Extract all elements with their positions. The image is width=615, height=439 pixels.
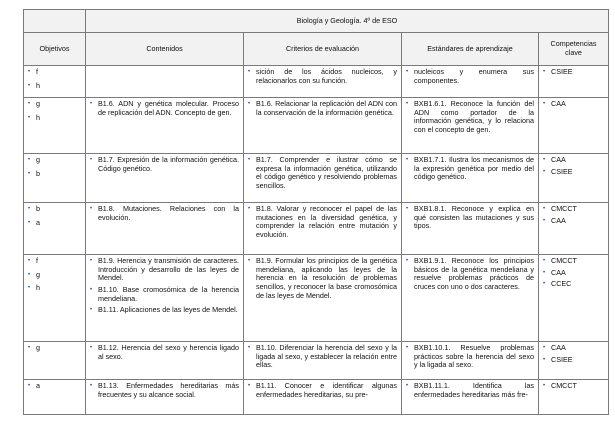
- table-row: [24, 66, 609, 98]
- criterios-list: [248, 344, 397, 370]
- list-item: • h: [28, 114, 81, 123]
- table-row: [24, 203, 609, 255]
- cell-criterios: [244, 154, 402, 203]
- list-item: • nucleicos y enumera sus componentes.: [406, 68, 534, 85]
- list-item: • BXB1.8.1. Reconoce y explica en qué consisten las mutaciones y sus tipos.: [406, 205, 534, 231]
- criterios-list: [248, 205, 397, 239]
- list-item: • CAA: [543, 269, 604, 278]
- cell-estandares: [402, 203, 539, 255]
- list-item: • B1.11. Aplicaciones de las leyes de Mendel.: [90, 306, 239, 315]
- list-item: • CMCCT: [543, 257, 604, 266]
- list-item: • CMCCT: [543, 382, 604, 391]
- competencias-list: [543, 382, 604, 391]
- header-criterios: Criterios de evaluación: [244, 33, 402, 66]
- table-row: [24, 342, 609, 380]
- cell-competencias: [539, 98, 609, 154]
- cell-estandares: [402, 98, 539, 154]
- competencias-list: [543, 156, 604, 176]
- header-objetivos: Objetivos: [24, 33, 86, 66]
- contenidos-list: [90, 382, 239, 399]
- list-item: • B1.7. Expresión de la información genética. Código genético.: [90, 156, 239, 173]
- list-item: • f: [28, 68, 81, 77]
- criterios-list: [248, 382, 397, 399]
- objetivos-list: [28, 382, 81, 391]
- cell-contenidos: [86, 255, 244, 342]
- list-item: • CSIEE: [543, 168, 604, 177]
- list-item: • a: [28, 382, 81, 391]
- list-item: • h: [28, 82, 81, 91]
- criterios-list: [248, 100, 397, 117]
- document-page: [23, 9, 609, 415]
- list-item: • B1.9. Formular los principios de la genética mendeliana, aplicando las leyes de la herencia en la resolución de problemas sencillos, y reconocer la base cromosómica de las leyes de Mendel.: [248, 257, 397, 300]
- cell-competencias: [539, 154, 609, 203]
- table-row: [24, 98, 609, 154]
- list-item: • B1.8. Valorar y reconocer el papel de las mutaciones en la diversidad genética, y comprender la relación entre mutación y evolución.: [248, 205, 397, 239]
- cell-criterios: [244, 380, 402, 415]
- header-contenidos: Contenidos: [86, 33, 244, 66]
- list-item: • CAA: [543, 100, 604, 109]
- cell-competencias: [539, 342, 609, 380]
- list-item: • B1.13. Enfermedades hereditarias más frecuentes y su alcance social.: [90, 382, 239, 399]
- list-item: • CAA: [543, 156, 604, 165]
- list-item: • BXB1.10.1. Resuelve problemas prácticos sobre la herencia del sexo y la ligada al sexo.: [406, 344, 534, 370]
- header-estandares: Estándares de aprendizaje: [402, 33, 539, 66]
- list-item: • CAA: [543, 217, 604, 226]
- list-item: • g: [28, 344, 81, 353]
- cell-contenidos: [86, 342, 244, 380]
- list-item: • B1.6. Relacionar la replicación del ADN con la conservación de la información genética.: [248, 100, 397, 117]
- cell-competencias: [539, 66, 609, 98]
- cell-competencias: [539, 203, 609, 255]
- competencias-list: [543, 100, 604, 109]
- cell-objetivos: [24, 154, 86, 203]
- cell-criterios: [244, 255, 402, 342]
- list-item: • B1.10. Base cromosómica de la herencia mendeliana.: [90, 286, 239, 303]
- cell-objetivos: [24, 203, 86, 255]
- list-item: • g: [28, 271, 81, 280]
- header-competencias: Competencias clave: [539, 33, 609, 66]
- cell-contenidos: [86, 98, 244, 154]
- list-item: • CSIEE: [543, 356, 604, 365]
- cell-contenidos: [86, 203, 244, 255]
- objetivos-list: [28, 257, 81, 293]
- contenidos-list: [90, 344, 239, 361]
- list-item: • f: [28, 257, 81, 266]
- estandares-list: [406, 68, 534, 85]
- criterios-list: [248, 68, 397, 85]
- list-item: • a: [28, 219, 81, 228]
- list-item: • B1.8. Mutaciones. Relaciones con la evolución.: [90, 205, 239, 222]
- list-item: • CAA: [543, 344, 604, 353]
- list-item: • sición de los ácidos nucleicos, y relacionarlos con su función.: [248, 68, 397, 85]
- list-item: • b: [28, 205, 81, 214]
- estandares-list: [406, 344, 534, 370]
- objetivos-list: [28, 344, 81, 353]
- list-item: • BXB1.6.1. Reconoce la función del ADN como portador de la información genética, y lo relaciona con el concepto de gen.: [406, 100, 534, 134]
- estandares-list: [406, 156, 534, 182]
- criterios-list: [248, 257, 397, 300]
- cell-criterios: [244, 66, 402, 98]
- cell-contenidos: [86, 380, 244, 415]
- cell-criterios: [244, 342, 402, 380]
- list-item: • B1.10. Diferenciar la herencia del sexo y la ligada al sexo, y establecer la relación entre ellas.: [248, 344, 397, 370]
- estandares-list: [406, 205, 534, 231]
- contenidos-list: [90, 257, 239, 315]
- list-item: • CSIEE: [543, 68, 604, 77]
- cell-estandares: [402, 380, 539, 415]
- list-item: • b: [28, 170, 81, 179]
- cell-criterios: [244, 98, 402, 154]
- cell-objetivos: [24, 66, 86, 98]
- estandares-list: [406, 100, 534, 134]
- table-row: [24, 380, 609, 415]
- competencias-list: [543, 205, 604, 225]
- list-item: • CCEC: [543, 280, 604, 289]
- contenidos-list: [90, 156, 239, 173]
- cell-contenidos: [86, 154, 244, 203]
- cell-objetivos: [24, 342, 86, 380]
- cell-estandares: [402, 342, 539, 380]
- curriculum-table: [23, 9, 609, 415]
- cell-estandares: [402, 255, 539, 342]
- cell-competencias: [539, 380, 609, 415]
- cell-objetivos: [24, 380, 86, 415]
- cell-objetivos: [24, 98, 86, 154]
- cell-estandares: [402, 66, 539, 98]
- list-item: • g: [28, 156, 81, 165]
- table-header-row: [24, 33, 609, 66]
- competencias-list: [543, 257, 604, 289]
- contenidos-list: [90, 100, 239, 117]
- cell-contenidos: [86, 66, 244, 98]
- list-item: • B1.7. Comprender e ilustrar cómo se expresa la información genética, utilizando el código genético y resolviendo problemas sencillos.: [248, 156, 397, 190]
- list-item: • h: [28, 284, 81, 293]
- table-row: [24, 255, 609, 342]
- table-body: [24, 66, 609, 415]
- cell-objetivos: [24, 255, 86, 342]
- objetivos-list: [28, 100, 81, 122]
- table-title: Biología y Geología. 4º de ESO: [86, 10, 609, 33]
- list-item: • B1.12. Herencia del sexo y herencia ligado al sexo.: [90, 344, 239, 361]
- cell-criterios: [244, 203, 402, 255]
- list-item: • BXB1.11.1. Identifica las enfermedades hereditarias más fre-: [406, 382, 534, 399]
- criterios-list: [248, 156, 397, 190]
- list-item: • B1.9. Herencia y transmisión de caracteres. Introducción y desarrollo de las leyes de Mendel.: [90, 257, 239, 283]
- list-item: • B1.6. ADN y genética molecular. Proceso de replicación del ADN. Concepto de gen.: [90, 100, 239, 117]
- objetivos-list: [28, 68, 81, 90]
- estandares-list: [406, 257, 534, 291]
- list-item: • B1.11. Conocer e identificar algunas enfermedades hereditarias, su pre-: [248, 382, 397, 399]
- list-item: • CMCCT: [543, 205, 604, 214]
- competencias-list: [543, 344, 604, 364]
- objetivos-list: [28, 205, 81, 227]
- list-item: • BXB1.9.1. Reconoce los principios básicos de la genética mendeliana y resuelve problemas prácticos de cruces con uno o dos caracteres.: [406, 257, 534, 291]
- contenidos-list: [90, 205, 239, 222]
- competencias-list: [543, 68, 604, 77]
- cell-competencias: [539, 255, 609, 342]
- list-item: • BXB1.7.1. Ilustra los mecanismos de la expresión genética por medio del código genético.: [406, 156, 534, 182]
- table-row: [24, 154, 609, 203]
- list-item: • g: [28, 100, 81, 109]
- table-title-row: [24, 10, 609, 33]
- objetivos-list: [28, 156, 81, 178]
- cell-estandares: [402, 154, 539, 203]
- estandares-list: [406, 382, 534, 399]
